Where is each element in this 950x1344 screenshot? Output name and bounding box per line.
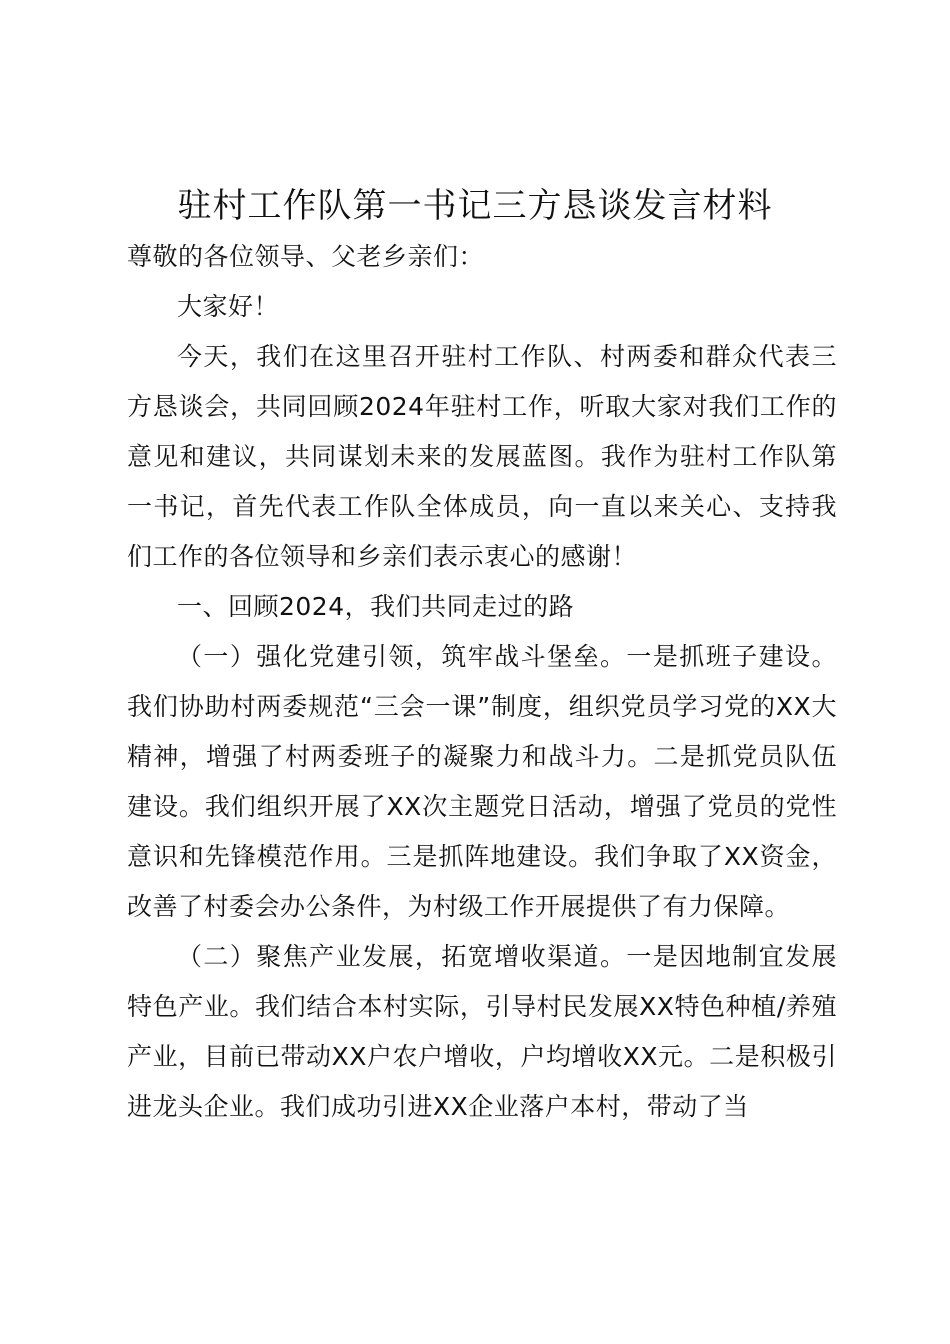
paragraph-industry-development: （二）聚焦产业发展，拓宽增收渠道。一是因地制宜发展特色产业。我们结合本村实际，引导村民发展XX特色种植/养殖产业，目前已带动XX户农户增收，户均增收XX元。二是积极引进龙头企业。我们成功引进XX企业落户本村，带动了当 [127, 942, 837, 1121]
greeting: 大家好！ [177, 292, 280, 321]
salutation: 尊敬的各位领导、父老乡亲们： [127, 242, 485, 271]
intro-paragraph: 今天，我们在这里召开驻村工作队、村两委和群众代表三方恳谈会，共同回顾2024年驻村工作，听取大家对我们工作的意见和建议，共同谋划未来的发展蓝图。我作为驻村工作队第一书记，首先代表工作队全体成员，向一直以来关心、支持我们工作的各位领导和乡亲们表示衷心的感谢！ [127, 342, 837, 571]
document-body [127, 232, 837, 1132]
section-heading: 一、回顾2024，我们共同走过的路 [177, 592, 575, 621]
paragraph-party-building: （一）强化党建引领，筑牢战斗堡垒。一是抓班子建设。我们协助村两委规范“三会一课”制度，组织党员学习党的XX大精神，增强了村两委班子的凝聚力和战斗力。二是抓党员队伍建设。我们组织开展了XX次主题党日活动，增强了党员的党性意识和先锋模范作用。三是抓阵地建设。我们争取了XX资金，改善了村委会办公条件，为村级工作开展提供了有力保障。 [127, 642, 837, 921]
document-title: 驻村工作队第一书记三方恳谈发言材料 [177, 186, 773, 226]
